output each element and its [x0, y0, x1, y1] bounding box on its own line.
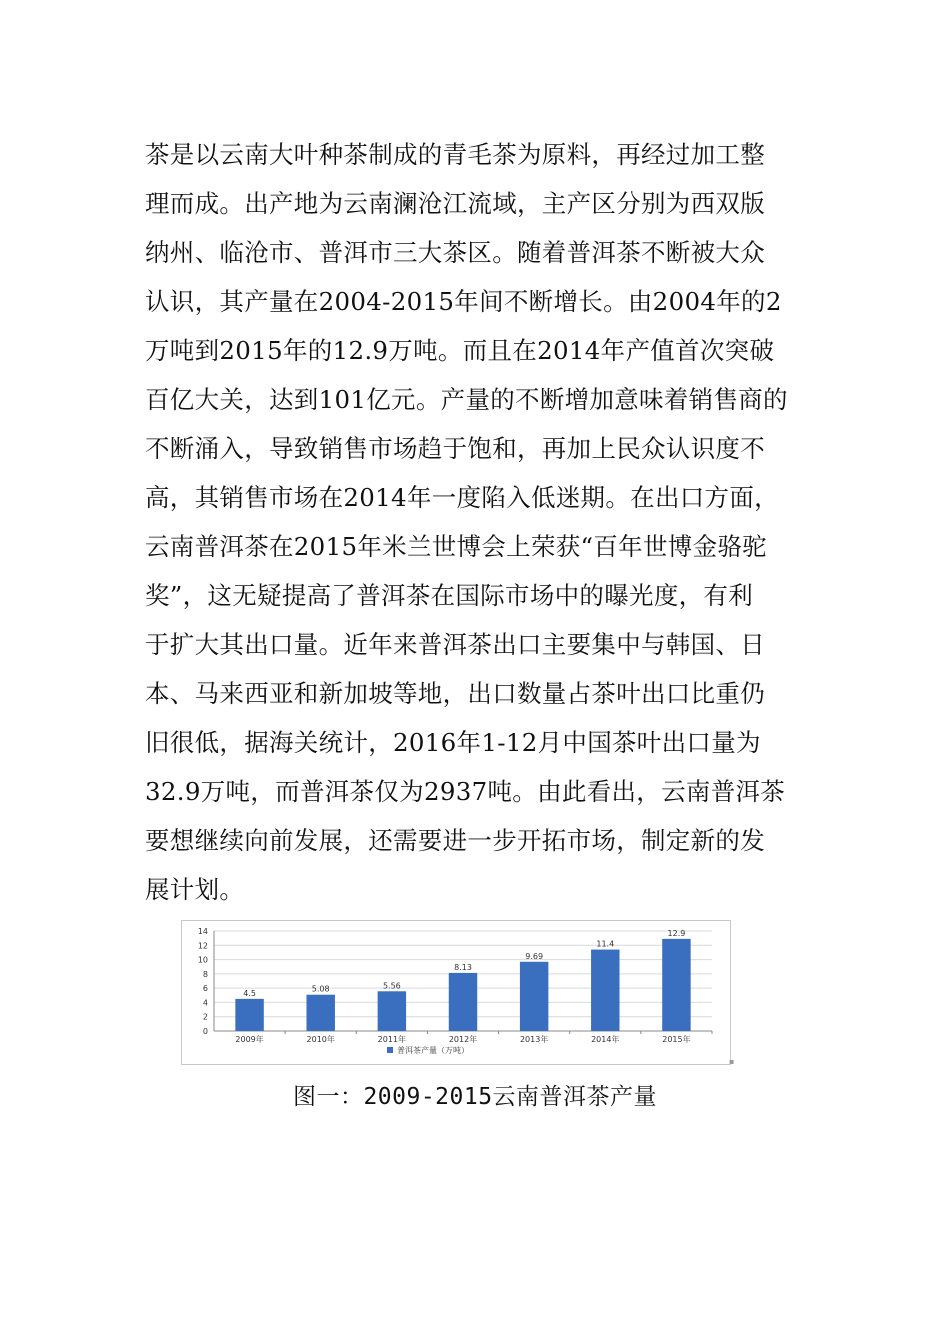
text-line: 要想继续向前发展，还需要进一步开拓市场，制定新的发	[145, 826, 765, 855]
text-line: 万吨到2015年的12.9万吨。而且在2014年产值首次突破	[145, 336, 775, 365]
text-line: 旧很低，据海关统计，2016年1-12月中国茶叶出口量为	[145, 728, 761, 757]
data-label: 5.56	[382, 981, 401, 991]
bar	[306, 995, 334, 1031]
data-label: 4.5	[243, 988, 256, 998]
text-line: 纳州、临沧市、普洱市三大茶区。随着普洱茶不断被大众	[145, 238, 765, 267]
y-tick-label: 4	[202, 998, 208, 1008]
data-label: 5.08	[311, 984, 330, 994]
text-line: 云南普洱茶在2015年米兰世博会上荣获“百年世博金骆驼	[145, 532, 767, 561]
text-line: 32.9万吨，而普洱茶仅为2937吨。由此看出，云南普洱茶	[145, 777, 786, 806]
chart-anchor-mark: ▪	[729, 1057, 735, 1066]
data-label: 8.13	[454, 962, 472, 972]
y-tick-label: 2	[202, 1012, 208, 1022]
chart-svg	[182, 921, 730, 1064]
y-tick-label: 8	[202, 969, 208, 979]
bar	[520, 962, 548, 1031]
bar	[235, 999, 263, 1031]
data-label: 11.4	[596, 939, 615, 949]
text-line: 茶是以云南大叶种茶制成的青毛茶为原料，再经过加工整	[145, 140, 765, 169]
x-tick-label: 2014年	[591, 1035, 620, 1044]
text-line: 奖”，这无疑提高了普洱茶在国际市场中的曝光度，有利	[145, 581, 754, 610]
x-tick-label: 2015年	[662, 1035, 691, 1044]
x-tick-label: 2009年	[235, 1035, 264, 1044]
data-label: 9.69	[525, 951, 544, 961]
bar	[449, 973, 477, 1031]
y-tick-label: 14	[197, 927, 208, 936]
text-line: 理而成。出产地为云南澜沧江流域，主产区分别为西双版	[145, 189, 765, 218]
y-tick-label: 6	[202, 984, 208, 994]
text-line: 于扩大其出口量。近年来普洱茶出口主要集中与韩国、日	[145, 630, 765, 659]
x-tick-label: 2013年	[519, 1035, 549, 1044]
text-line: 本、马来西亚和新加坡等地，出口数量占茶叶出口比重仍	[145, 679, 765, 708]
bar	[378, 991, 406, 1031]
bar	[662, 939, 690, 1031]
figure-caption: 图一：2009-2015云南普洱茶产量	[292, 1084, 658, 1110]
x-tick-label: 2012年	[448, 1035, 478, 1044]
y-tick-label: 10	[197, 955, 208, 965]
data-label: 12.9	[667, 928, 686, 938]
text-line: 高，其销售市场在2014年一度陷入低迷期。在出口方面，	[145, 483, 779, 512]
production-chart	[181, 920, 731, 1065]
x-tick-label: 2011年	[377, 1035, 407, 1044]
legend-label: 普洱茶产量（万吨）	[397, 1046, 469, 1055]
text-line: 不断涌入，导致销售市场趋于饱和，再加上民众认识度不	[145, 434, 765, 463]
y-tick-label: 0	[202, 1027, 208, 1036]
text-line: 百亿大关，达到101亿元。产量的不断增加意味着销售商的	[145, 385, 788, 414]
y-tick-label: 12	[197, 941, 208, 951]
text-line: 展计划。	[145, 875, 245, 904]
legend-swatch	[387, 1047, 393, 1053]
body-text	[145, 130, 825, 914]
text-line: 认识，其产量在2004-2015年间不断增长。由2004年的2	[145, 287, 782, 316]
bar	[591, 950, 619, 1031]
x-tick-label: 2010年	[306, 1035, 335, 1044]
